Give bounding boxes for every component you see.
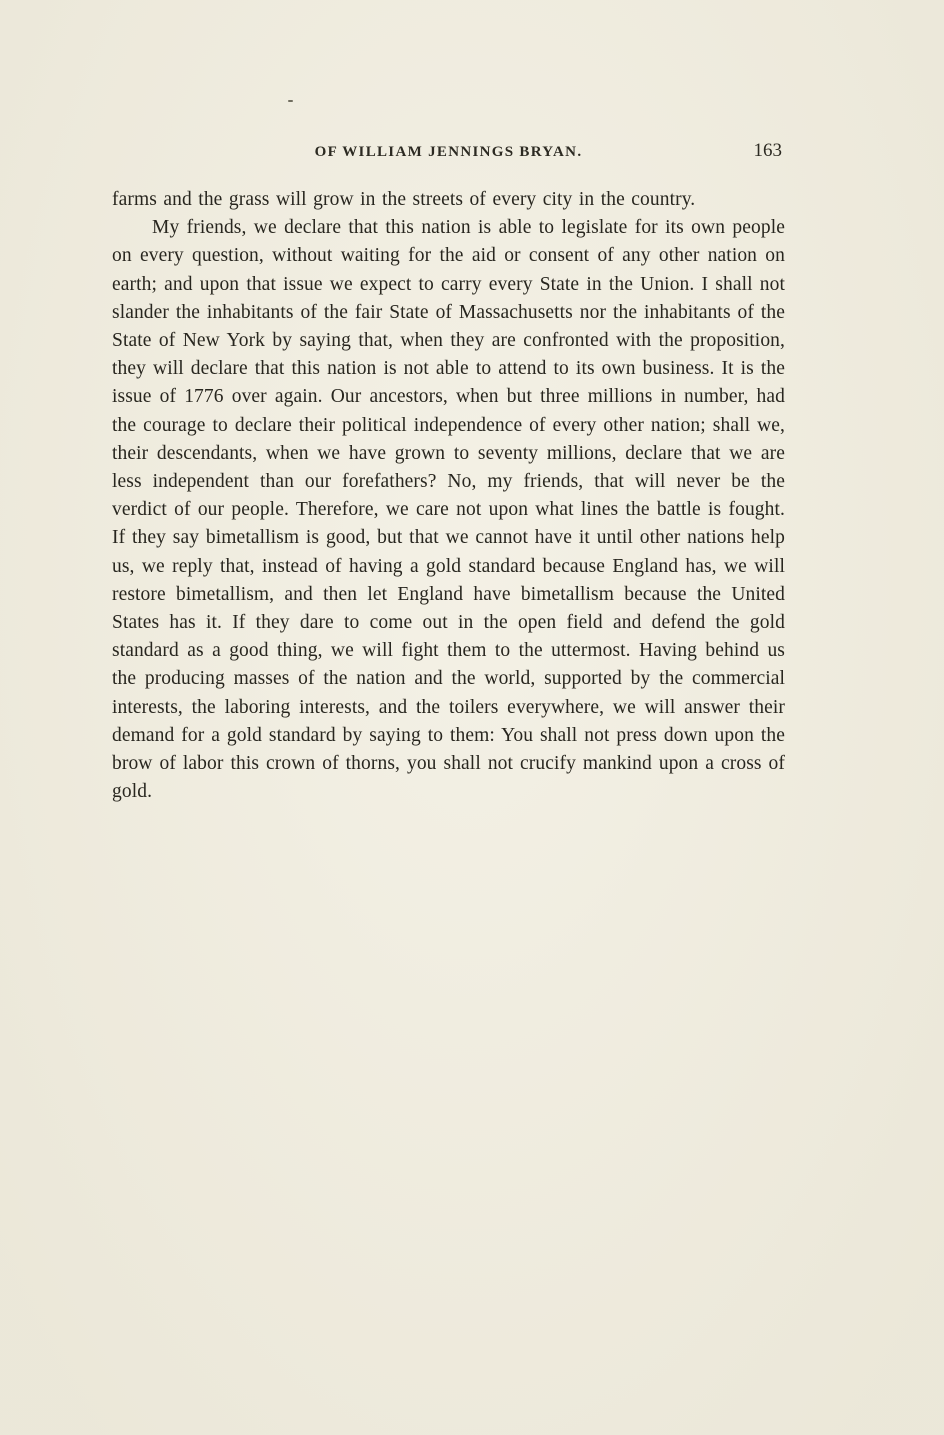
- body-text: [112, 186, 785, 806]
- paragraph-speech: My friends, we declare that this nation is able to legislate for its own people on every question, without waiting for the aid or consent of any other nation on earth; and upon that issue we expect to carry every State in the Union. I shall not slander the inhabitants of the fair State of Massachusetts nor the inhabitants of the State of New York by saying that, when they are confronted with the proposition, they will declare that this nation is not able to attend to its own business. It is the issue of 1776 over again. Our ancestors, when but three millions in number, had the courage to declare their political independence of every other nation; shall we, their descendants, when we have grown to seventy millions, declare that we are less independent than our forefathers? No, my friends, that will never be the verdict of our people. Therefore, we care not upon what lines the battle is fought. If they say bimetallism is good, but that we cannot have it until other nations help us, we reply that, instead of having a gold standard because England has, we will restore bimetallism, and then let England have bimetallism because the United States has it. If they dare to come out in the open field and defend the gold standard as a good thing, we will fight them to the uttermost. Having behind us the producing masses of the nation and the world, supported by the commercial interests, the laboring interests, and the toilers everywhere, we will answer their demand for a gold standard by saying to them: You shall not press down upon the brow of labor this crown of thorns, you shall not crucify mankind upon a cross of gold.: [112, 217, 785, 803]
- scan-artifact-mark: [288, 100, 293, 102]
- header-title: OF WILLIAM JENNINGS BRYAN.: [314, 144, 583, 160]
- running-header: [112, 140, 785, 164]
- page-number: 163: [753, 140, 782, 161]
- paragraph-continuation: farms and the grass will grow in the streets of every city in the country.: [112, 189, 696, 210]
